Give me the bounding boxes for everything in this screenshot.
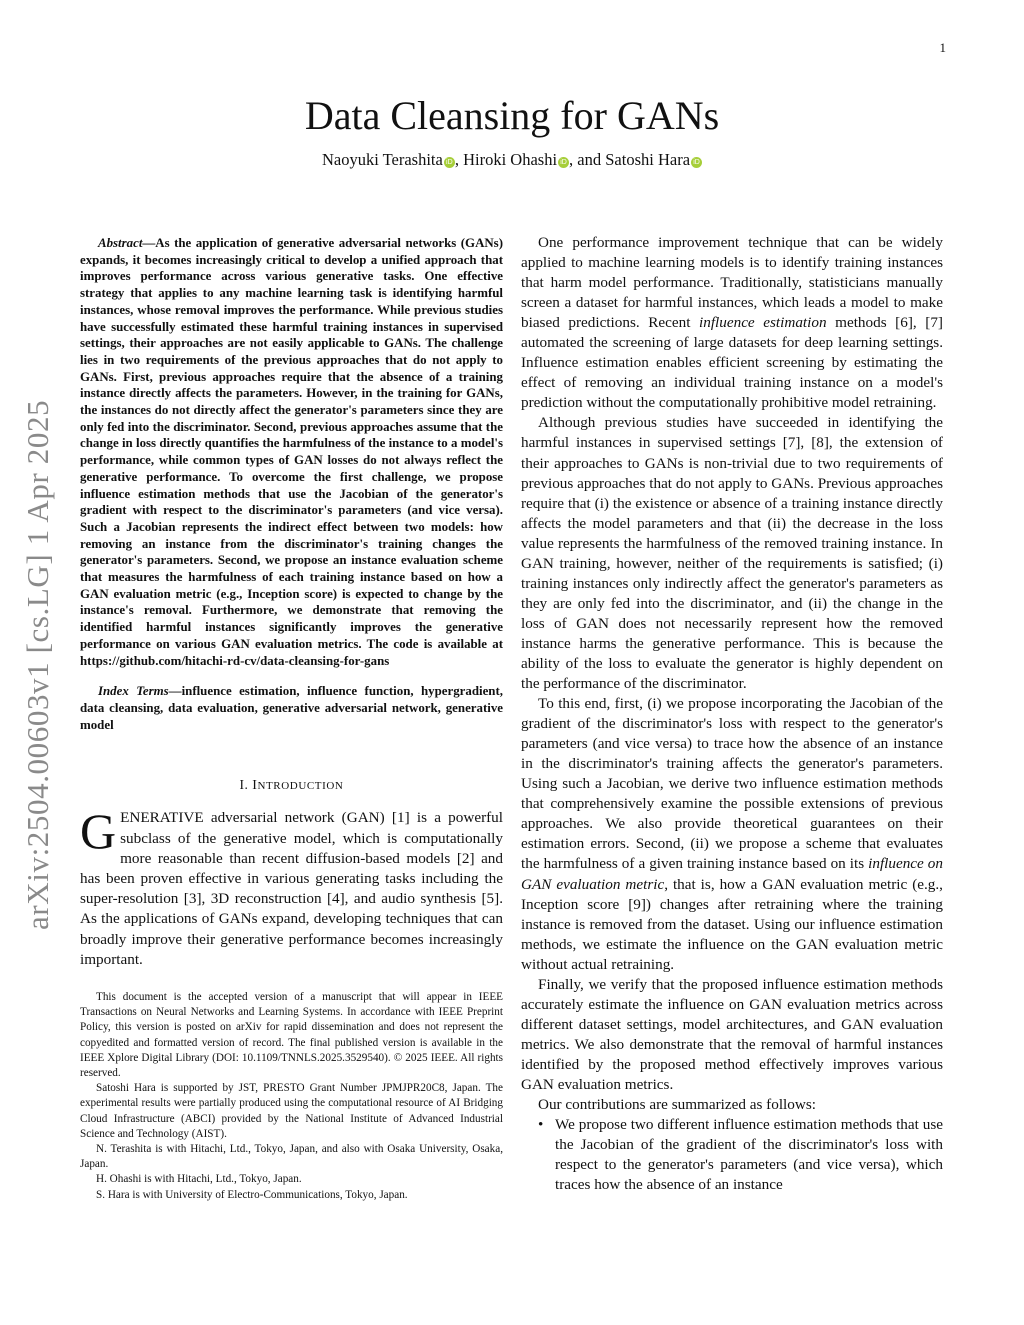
- footnote: Satoshi Hara is supported by JST, PRESTO Grant Number JPMJPR20C8, Japan. The experimental results were partially produced using the computational resource of AI Bridging Cloud Infrastructure (ABCI) provided by the National Institute of Advanced Industrial Science and Technology (AIST).: [80, 1082, 503, 1140]
- arxiv-identifier-stamp[interactable]: arXiv:2504.00603v1 [cs.LG] 1 Apr 2025: [20, 399, 55, 930]
- footnote: This document is the accepted version of a manuscript that will appear in IEEE Transactions on Neural Networks and Learning Systems. In accordance with IEEE Preprint Policy, this version is posted on arXiv for rapid dissemination and does not represent the copyedited and formatted version of record. The final published version is available in the IEEE Xplore Digital Library (DOI: 10.1109/TNNLS.2025.3529540). © 2025 IEEE. All rights reserved.: [80, 991, 503, 1080]
- section-heading-introduction: [80, 777, 503, 794]
- emphasis-text: influence on GAN evaluation metric: [521, 855, 943, 893]
- intro-text: ENERATIVE adversarial network (GAN) [1] is a powerful subclass of the generative model, which is computationally more reasonable than recent diffusion-based models [2] and has been proven effective in various generating tasks including the super-resolution [3], 3D reconstruction [4], and audio synthesis [5]. As the applications of GANs expand, developing techniques that can broadly improve their generative performance becomes increasingly important.: [80, 809, 503, 968]
- body-paragraph: Although previous studies have succeeded in identifying the harmful instances in supervised settings [7], [8], the extension of their approaches to GANs is non-trivial due to two requirements of previous approaches that do not apply to GANs. Previous approaches require that (i) the existence or absence of a training instance directly affects the model parameters and that (ii) the decrease in the loss value represents the harmfulness of the removed training instance. In GAN training, however, neither of the requirements is satisfied; (i) training instances only indirectly affect the generator's parameters as they are only fed into the discriminator, and (ii) the change in the loss of GAN does not necessarily represent how the removed instance harms the generative performance. This is because the ability of the loss to evaluate the generator is highly dependent on the performance of the discriminator.: [521, 414, 943, 693]
- author-name: Naoyuki Terashita: [321, 150, 443, 169]
- footnote: N. Terashita is with Hitachi, Ltd., Tokyo, Japan, and also with Osaka University, Osaka, Japan.: [80, 1143, 503, 1171]
- text-span: To this end, first, (i) we propose incorporating the Jacobian of the gradient of the discriminator's loss with respect to the generator's parameters (and vice versa) to trace how the absence of an instance in the discriminator's training affects the generator's parameters. Using such a Jacobian, we derive two influence estimation methods that comprehensively examine the possible extensions of previous approaches. We also provide theoretical guarantees on their estimation errors. Second, (ii) we propose a scheme that evaluates the harmfulness of a given training instance based on its: [521, 695, 943, 873]
- footnotes: [80, 990, 503, 1203]
- abstract-label: Abstract: [98, 236, 143, 250]
- orcid-icon[interactable]: iD: [444, 157, 455, 168]
- author-name: Satoshi Hara: [605, 150, 691, 169]
- footnote: H. Ohashi is with Hitachi, Ltd., Tokyo, Japan.: [96, 1173, 302, 1186]
- footnote: S. Hara is with University of Electro-Communications, Tokyo, Japan.: [96, 1188, 408, 1201]
- text-span: , that is, how a GAN evaluation metric (e.g., Inception score [9]) changes after retraining where the training instance is removed from the dataset. Using our influence estimation methods, we estimate the influence on the GAN evaluation metric without actual retraining.: [521, 875, 943, 973]
- section-title-rest: NTRODUCTION: [257, 780, 344, 793]
- abstract: [80, 235, 503, 669]
- author-name: Hiroki Ohashi: [463, 150, 558, 169]
- section-title-initial: I: [252, 778, 258, 794]
- orcid-icon[interactable]: iD: [558, 157, 569, 168]
- index-terms-text: —influence estimation, influence function, hypergradient, data cleansing, data evaluation, generative adversarial network, generative model: [80, 684, 503, 732]
- body-paragraph: [521, 233, 943, 413]
- body-paragraph: Finally, we verify that the proposed influence estimation methods accurately estimate the influence on GAN evaluation metrics across different dataset settings, model architectures, and GAN evaluation metrics. We also demonstrate that the removal of harmful instances identified by the proposed method effectively improves various GAN evaluation metrics.: [521, 975, 943, 1093]
- text-span: One performance improvement technique that can be widely applied to machine learning models is to identify training instances that harm model performance. Traditionally, statisticians manually screen a dataset for harmful instances, which leads a model to make biased predictions. Recent: [521, 234, 943, 332]
- page-number: 1: [939, 40, 946, 55]
- author-list: [0, 150, 1024, 170]
- contributions-list: [521, 1115, 943, 1195]
- abstract-paragraph: [80, 235, 503, 669]
- paper-title: Data Cleansing for GANs: [304, 93, 720, 138]
- drop-cap: G: [80, 803, 117, 860]
- right-column: [521, 233, 943, 1195]
- author-separator: , and: [569, 150, 606, 169]
- orcid-icon[interactable]: iD: [691, 157, 702, 168]
- intro-paragraph: [80, 803, 503, 970]
- text-span: methods [6], [7] automated the screening of large datasets for deep learning settings. Influence estimation enables efficient screening by estimating the effect of removing an individual training instance on a model's prediction without the computationally prohibitive model retraining.: [521, 314, 943, 412]
- left-column: [80, 235, 503, 1203]
- list-item: • We propose two different influence estimation methods that use the Jacobian of the gradient of the discriminator's loss with respect to the generator's parameters (and vice versa), which traces how the absence of an instance: [555, 1115, 943, 1195]
- emphasis-text: influence estimation: [699, 314, 827, 332]
- author-separator: ,: [454, 150, 464, 169]
- index-terms-label: Index Terms: [98, 684, 169, 699]
- section-number: I.: [239, 777, 249, 793]
- abstract-text: —As the application of generative adversarial networks (GANs) expands, it becomes increasingly critical to develop a unified approach that improves performance across various generative tasks. One effective strategy that applies to any machine learning task is identifying harmful instances, whose removal improves the performance. While previous studies have successfully estimated these harmful training instances in supervised settings, their approaches are not easily applicable to GANs. The challenge lies in two requirements of the previous approaches that do not apply to GANs. First, previous approaches require that the absence of a training instance directly affects the parameters. However, in the training for GANs, the instances do not directly affect the generator's parameters since they are only fed into the discriminator. Second, previous approaches assume that the change in loss directly quantifies the harmfulness of the instance to a model's performance, while common types of GAN losses do not always reflect the generative performance. To overcome the first challenge, we propose influence estimation methods that use the Jacobian of the generator's gradient with respect to the discriminator's parameters (and vice versa). Such a Jacobian represents the indirect effect between two models: how removing an instance from the discriminator's training changes the generator's parameters. Second, we propose an instance evaluation scheme that measures the harmfulness of each training instance based on how a GAN evaluation metric (e.g., Inception score) is expected to change by the instance's removal. Furthermore, we demonstrate that removing the identified harmful instances significantly improves the generative performance on various GAN evaluation metrics. The code is available at https://github.com/hitachi-rd-cv/data-cleansing-for-gans: [80, 236, 503, 668]
- index-terms: [80, 683, 503, 733]
- body-paragraph: Our contributions are summarized as follows:: [538, 1096, 816, 1114]
- body-paragraph: [521, 694, 943, 975]
